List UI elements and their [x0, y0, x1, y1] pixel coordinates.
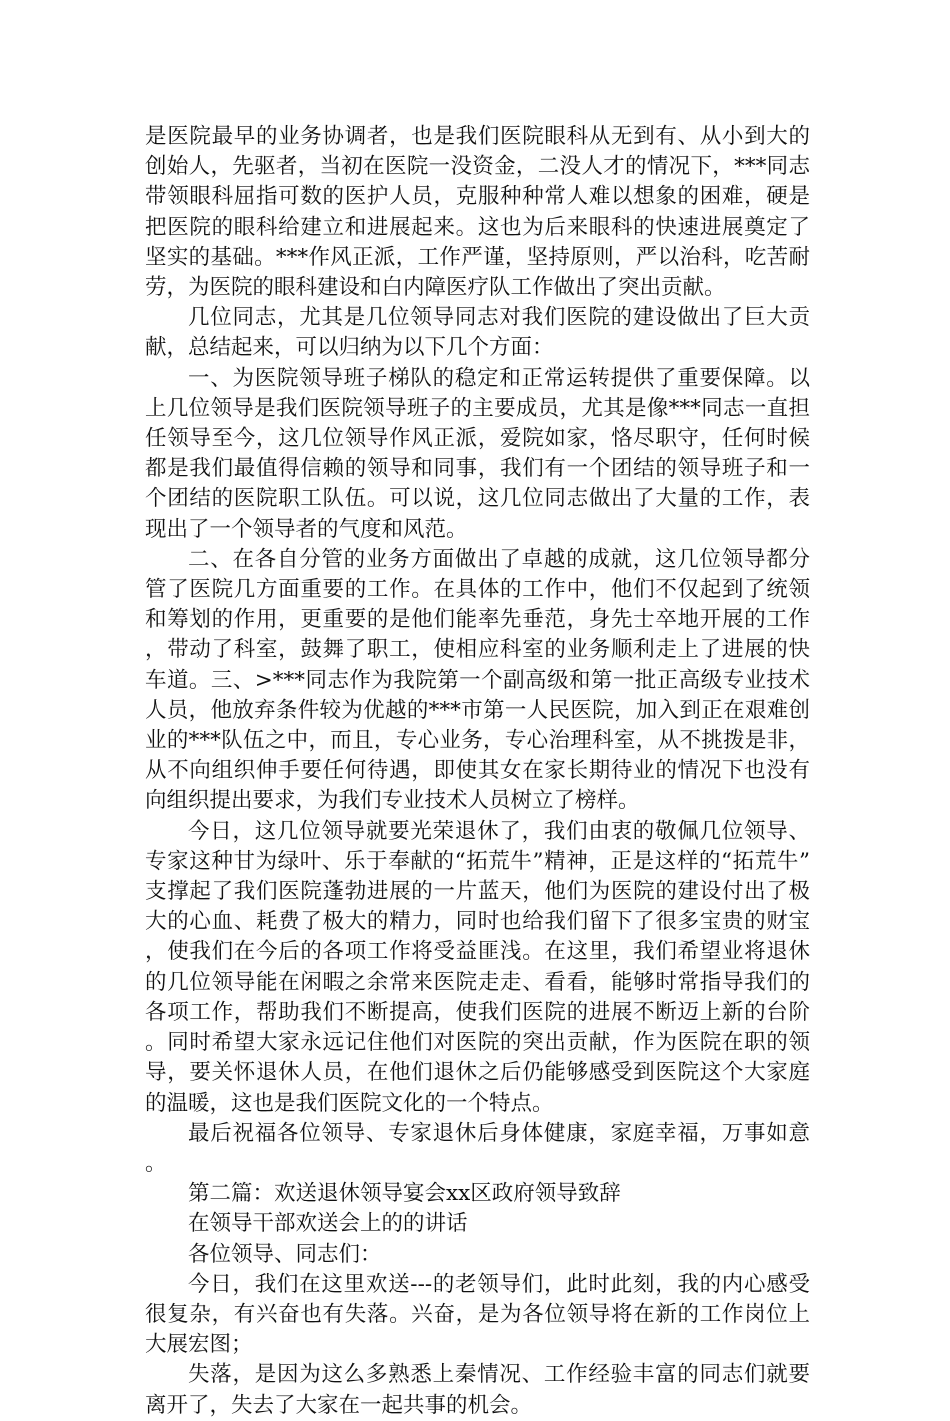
section-heading-part-two: 第二篇：欢送退休领导宴会xx区政府领导致辞 — [188, 1181, 621, 1207]
paragraph-farewell-opening: 今日，我们在这里欢送---的老领导们，此时此刻，我的内心感受很复杂，有兴奋也有失落。兴奋，是为各位领导将在新的工作岗位上大展宏图； — [145, 1271, 810, 1358]
document-page — [145, 122, 810, 1421]
paragraph-contributions-intro: 几位同志，尤其是几位领导同志对我们医院的建设做出了巨大贡献，总结起来，可以归纳为以下几个方面： — [145, 305, 810, 361]
speech-salutation: 各位领导、同志们： — [188, 1241, 382, 1267]
paragraph-closing-wishes: 最后祝福各位领导、专家退休后身体健康，家庭幸福，万事如意。 — [145, 1120, 810, 1176]
paragraph-point-two-three: 二、在各自分管的业务方面做出了卓越的成就，这几位领导都分管了医院几方面重要的工作。在具体的工作中，他们不仅起到了统领和筹划的作用，更重要的是他们能率先垂范，身先士卒地开展的工作，带动了科室，鼓舞了职工，使相应科室的业务顺利走上了进展的快车道。三、>***同志作为我院第一个副高级和第一批正高级专业技术人员，他放弃条件较为优越的***市第一人民医院，加入到正在艰难创业的***队伍之中，而且，专心业务，专心治理科室，从不挑拨是非，从不向组织伸手要任何待遇，即使其女在家长期待业的情况下也没有向组织提出要求，为我们专业技术人员树立了榜样。 — [145, 546, 810, 814]
paragraph-farewell-loss: 失落，是因为这么多熟悉上秦情况、工作经验丰富的同志们就要离开了，失去了大家在一起共事的机会。 — [145, 1362, 810, 1418]
paragraph-ophthalmology-founder: 是医院最早的业务协调者，也是我们医院眼科从无到有、从小到大的创始人，先驱者，当初在医院一没资金，二没人才的情况下，***同志带领眼科屈指可数的医护人员，克服种种常人难以想象的困难，硬是把医院的眼科给建立和进展起来。这也为后来眼科的快速进展奠定了坚实的基础。***作风正派，工作严谨，坚持原则，严以治科，吃苦耐劳，为医院的眼科建设和白内障医疗队工作做出了突出贡献。 — [145, 124, 810, 301]
speech-title: 在领导干部欢送会上的的讲话 — [188, 1211, 468, 1237]
paragraph-point-one: 一、为医院领导班子梯队的稳定和正常运转提供了重要保障。以上几位领导是我们医院领导班子的主要成员，尤其是像***同志一直担任领导至今，这几位领导作风正派，爱院如家，恪尽职守，任何时候都是我们最值得信赖的领导和同事，我们有一个团结的领导班子和一个团结的医院职工队伍。可以说，这几位同志做出了大量的工作，表现出了一个领导者的气度和风范。 — [145, 365, 810, 542]
paragraph-retirement-tribute: 今日，这几位领导就要光荣退休了，我们由衷的敬佩几位领导、专家这种甘为绿叶、乐于奉献的“拓荒牛”精神，正是这样的“拓荒牛”支撑起了我们医院蓬勃进展的一片蓝天，他们为医院的建设付出了极大的心血、耗费了极大的精力，同时也给我们留下了很多宝贵的财宝，使我们在今后的各项工作将受益匪浅。在这里，我们希望业将退休的几位领导能在闲暇之余常来医院走走、看看，能够时常指导我们的各项工作，帮助我们不断提高，使我们医院的进展不断迈上新的台阶。同时希望大家永远记住他们对医院的突出贡献，作为医院在职的领导，要关怀退休人员，在他们退休之后仍能够感受到医院这个大家庭的温暖，这也是我们医院文化的一个特点。 — [145, 818, 810, 1116]
